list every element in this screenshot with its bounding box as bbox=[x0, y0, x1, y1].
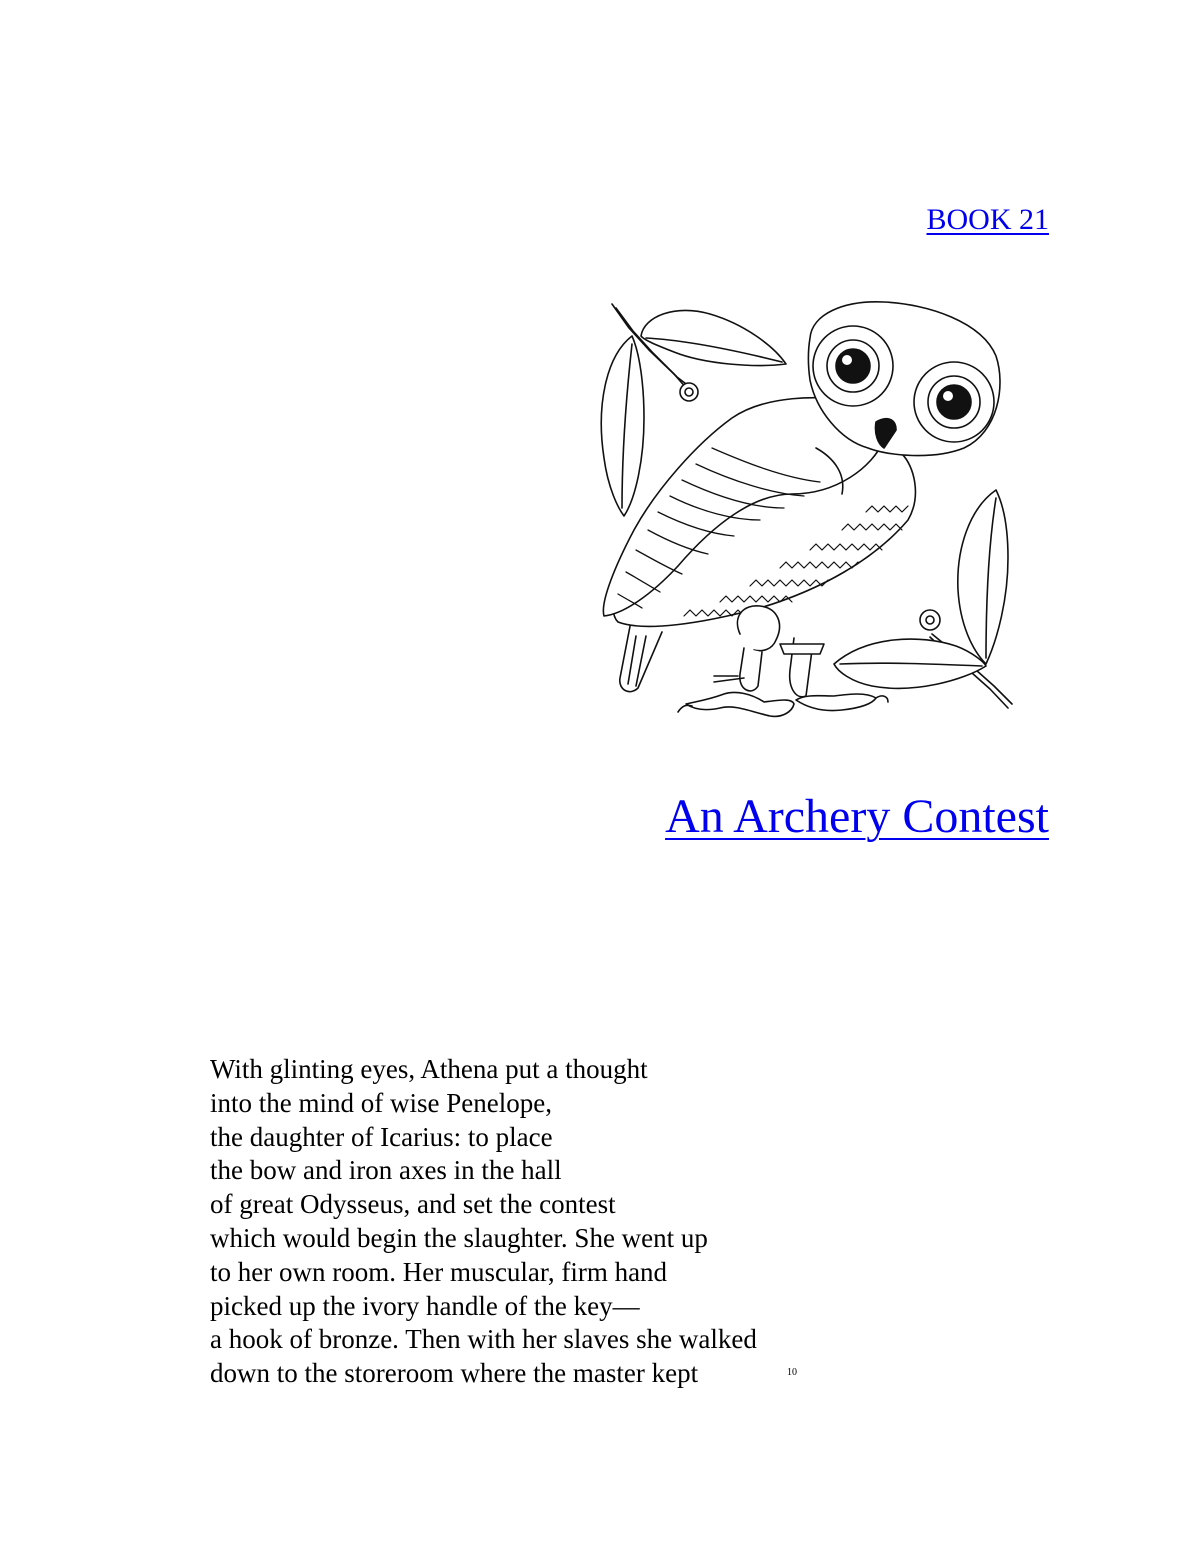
book-label-link[interactable]: BOOK 21 bbox=[926, 203, 1049, 236]
chapter-title-link[interactable]: An Archery Contest bbox=[665, 790, 1049, 843]
poem-line: a hook of bronze. Then with her slaves she walked bbox=[210, 1324, 757, 1355]
poem-line: the bow and iron axes in the hall bbox=[210, 1155, 562, 1186]
line-number: 10 bbox=[787, 1367, 797, 1379]
poem-line: picked up the ivory handle of the key— bbox=[210, 1290, 640, 1321]
poem-line: which would begin the slaughter. She went up bbox=[210, 1222, 708, 1253]
poem-text bbox=[210, 1053, 870, 1391]
poem-line: With glinting eyes, Athena put a thought bbox=[210, 1054, 648, 1084]
poem-line: of great Odysseus, and set the contest bbox=[210, 1189, 616, 1220]
poem-line: to her own room. Her muscular, firm hand bbox=[210, 1256, 668, 1287]
owl-icon bbox=[584, 298, 1022, 728]
poem-line: the daughter of Icarius: to place bbox=[210, 1121, 553, 1152]
poem-line: into the mind of wise Penelope, bbox=[210, 1087, 552, 1118]
poem-line: down to the storeroom where the master kept 10 bbox=[210, 1358, 797, 1389]
